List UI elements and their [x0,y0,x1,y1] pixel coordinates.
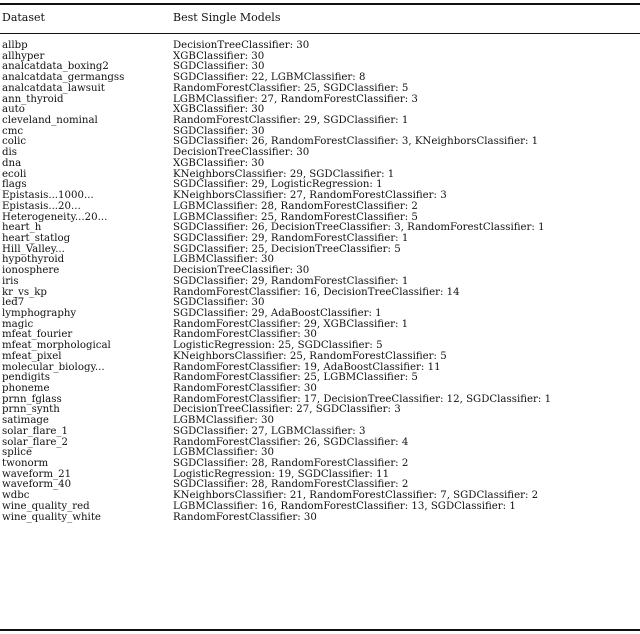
models-cell: XGBClassifier: 30 [173,104,265,116]
models-cell: LGBMClassifier: 16, RandomForestClassifier: 13, SGDClassifier: 1 [173,500,516,512]
table-row [0,427,640,438]
models-cell: DecisionTreeClassifier: 30 [173,265,310,277]
dataset-cell: analcatdata_lawsuit [2,82,105,94]
models-cell: SGDClassifier: 26, DecisionTreeClassifier: 3, RandomForestClassifier: 1 [173,222,545,234]
header-best-single-models: Best Single Models [173,11,281,24]
models-cell: KNeighborsClassifier: 27, RandomForestClassifier: 3 [173,190,447,202]
models-cell: KNeighborsClassifier: 21, RandomForestClassifier: 7, SGDClassifier: 2 [173,490,539,502]
table-row [0,148,640,159]
models-cell: KNeighborsClassifier: 25, RandomForestClassifier: 5 [173,350,447,362]
dataset-cell: mfeat_fourier [2,329,73,341]
dataset-cell: flags [2,179,27,191]
models-cell: RandomForestClassifier: 25, LGBMClassifier: 5 [173,372,418,384]
table-row [0,137,640,148]
table-row [0,41,640,52]
table-row [0,95,640,106]
dataset-cell: hypothyroid [2,254,65,266]
header-rule [0,33,640,34]
models-cell: SGDClassifier: 25, DecisionTreeClassifier: 5 [173,243,401,255]
dataset-cell: cmc [2,125,24,137]
dataset-cell: kr_vs_kp [2,286,47,298]
dataset-cell: phoneme [2,383,50,394]
models-cell: LGBMClassifier: 25, RandomForestClassifier: 5 [173,211,418,223]
dataset-cell: analcatdata_boxing2 [2,61,109,73]
dataset-cell: satimage [2,415,49,427]
models-cell: LGBMClassifier: 30 [173,447,274,459]
dataset-cell: wine_quality_red [2,500,90,512]
models-cell: SGDClassifier: 29, RandomForestClassifier: 1 [173,232,409,244]
table-row [0,513,640,524]
dataset-cell: waveform_21 [2,468,72,480]
table-row [0,116,640,127]
dataset-cell: twonorm [2,458,49,470]
models-cell: SGDClassifier: 28, RandomForestClassifier: 2 [173,479,409,491]
dataset-cell: dis [2,147,18,159]
table-row [0,373,640,384]
dataset-cell: pendigits [2,372,50,384]
dataset-cell: heart_statlog [2,232,71,244]
dataset-cell: splice [2,447,33,459]
header-dataset: Dataset [2,11,45,24]
table-body [0,41,640,523]
dataset-cell: mfeat_morphological [2,340,111,352]
dataset-cell: iris [2,275,19,287]
dataset-cell: allhyper [2,50,45,62]
models-cell: XGBClassifier: 30 [173,157,265,169]
models-cell: SGDClassifier: 29, AdaBoostClassifier: 1 [173,307,382,319]
table-row [0,255,640,266]
dataset-cell: cleveland_nominal [2,115,98,127]
dataset-cell: mfeat_pixel [2,350,62,362]
models-cell: XGBClassifier: 30 [173,50,265,62]
dataset-cell: waveform_40 [2,479,72,491]
models-cell: DecisionTreeClassifier: 30 [173,147,310,159]
dataset-cell: Epistasis...20... [2,200,81,212]
models-cell: KNeighborsClassifier: 29, SGDClassifier: 1 [173,168,395,180]
table-row [0,352,640,363]
models-cell: SGDClassifier: 29, LogisticRegression: 1 [173,179,383,191]
table-row [0,288,640,299]
models-cell: LogisticRegression: 25, SGDClassifier: 5 [173,340,383,352]
dataset-cell: magic [2,318,34,330]
table-row [0,202,640,213]
dataset-cell: Heterogeneity...20... [2,211,108,223]
models-cell: LogisticRegression: 19, SGDClassifier: 11 [173,468,390,480]
table-row [0,84,640,95]
top-rule [0,3,640,5]
models-cell: LGBMClassifier: 27, RandomForestClassifier: 3 [173,93,418,105]
table-row [0,405,640,416]
dataset-cell: led7 [2,297,25,309]
models-cell: DecisionTreeClassifier: 27, SGDClassifier: 3 [173,404,401,416]
models-cell: RandomForestClassifier: 30 [173,383,317,394]
dataset-cell: dna [2,157,22,169]
models-cell: SGDClassifier: 26, RandomForestClassifier: 3, KNeighborsClassifier: 1 [173,136,539,148]
dataset-cell: wine_quality_white [2,511,101,523]
dataset-cell: lymphography [2,307,77,319]
dataset-cell: ecoli [2,168,27,180]
dataset-cell: auto [2,104,25,116]
dataset-cell: Hill_Valley... [2,243,65,255]
models-cell: LGBMClassifier: 30 [173,254,274,266]
models-cell: RandomForestClassifier: 25, SGDClassifier: 5 [173,82,409,94]
dataset-cell: analcatdata_germangss [2,72,125,84]
dataset-cell: ann_thyroid [2,93,64,105]
table-row [0,320,640,331]
dataset-cell: prnn_fglass [2,393,62,405]
models-cell: RandomForestClassifier: 30 [173,329,317,341]
models-cell: RandomForestClassifier: 19, AdaBoostClassifier: 11 [173,361,441,373]
models-cell: RandomForestClassifier: 29, XGBClassifier: 1 [173,318,409,330]
dataset-cell: allbp [2,40,28,51]
models-cell: SGDClassifier: 30 [173,297,265,309]
models-cell: DecisionTreeClassifier: 30 [173,40,310,51]
models-cell: RandomForestClassifier: 26, SGDClassifier: 4 [173,436,409,448]
dataset-cell: heart_h [2,222,42,234]
models-cell: SGDClassifier: 30 [173,125,265,137]
dataset-cell: colic [2,136,27,148]
table-row [0,245,640,256]
table-row [0,277,640,288]
dataset-cell: solar_flare_1 [2,425,68,437]
dataset-cell: Epistasis...1000... [2,190,94,202]
models-cell: LGBMClassifier: 28, RandomForestClassifier: 2 [173,200,418,212]
dataset-cell: ionosphere [2,265,60,277]
table-row [0,438,640,449]
models-cell: LGBMClassifier: 30 [173,415,274,427]
models-cell: SGDClassifier: 22, LGBMClassifier: 8 [173,72,366,84]
dataset-cell: solar_flare_2 [2,436,68,448]
dataset-cell: prnn_synth [2,404,60,416]
models-cell: RandomForestClassifier: 30 [173,511,317,523]
bottom-rule [0,629,640,631]
models-cell: SGDClassifier: 29, RandomForestClassifier: 1 [173,275,409,287]
models-cell: RandomForestClassifier: 16, DecisionTreeClassifier: 14 [173,286,460,298]
models-cell: RandomForestClassifier: 29, SGDClassifier: 1 [173,115,409,127]
models-cell: SGDClassifier: 30 [173,61,265,73]
models-cell: SGDClassifier: 28, RandomForestClassifier: 2 [173,458,409,470]
dataset-cell: molecular_biology... [2,361,105,373]
models-cell: RandomForestClassifier: 17, DecisionTreeClassifier: 12, SGDClassifier: 1 [173,393,552,405]
models-cell: SGDClassifier: 27, LGBMClassifier: 3 [173,425,366,437]
dataset-cell: wdbc [2,490,30,502]
